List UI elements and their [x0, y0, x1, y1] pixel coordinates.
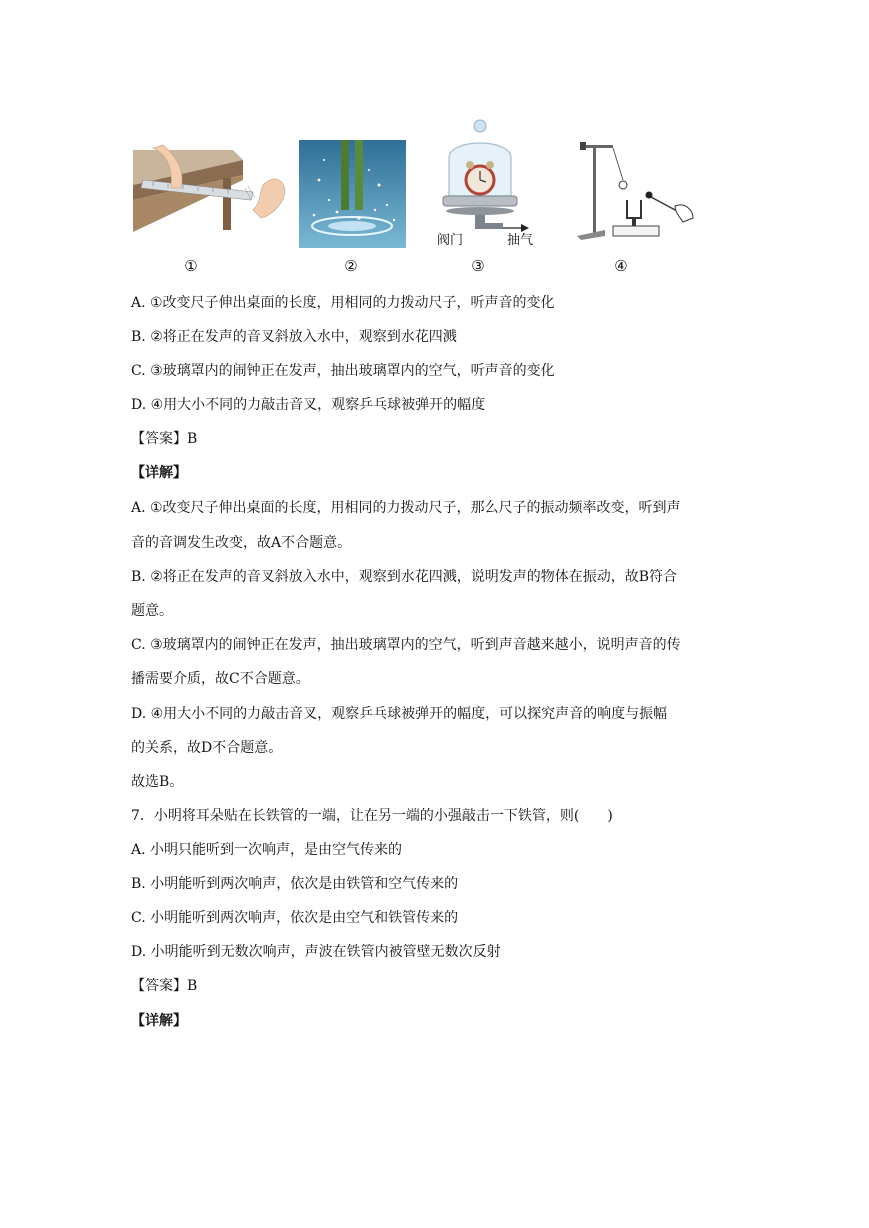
q6-detail-line-7: D. ④用大小不同的力敲击音叉，观察乒乓球被弹开的幅度，可以探究声音的响度与振幅	[131, 706, 668, 722]
figure-1-ruler-on-table	[133, 140, 293, 240]
q6-detail-line-6: 播需要介质，故C不合题意。	[131, 671, 310, 687]
q6-detail-line-2: 音的音调发生改变，故A不合题意。	[131, 535, 352, 551]
q6-detail-title: 【详解】	[131, 465, 187, 481]
figure-2-tuning-fork-water	[299, 140, 406, 248]
q6-option-b: B. ②将正在发声的音叉斜放入水中，观察到水花四溅	[131, 329, 457, 345]
q6-detail-line-1: A. ①改变尺子伸出桌面的长度，用相同的力拨动尺子，那么尺子的振动频率改变，听到声	[131, 500, 681, 516]
q6-option-a: A. ①改变尺子伸出桌面的长度，用相同的力拨动尺子，听声音的变化	[131, 295, 555, 311]
q7-option-a: A. 小明只能听到一次响声，是由空气传来的	[131, 842, 403, 858]
q6-detail-line-3: B. ②将正在发声的音叉斜放入水中，观察到水花四溅，说明发声的物体在振动，故B符合	[131, 569, 678, 585]
figure-4-tuning-fork-ball	[575, 140, 700, 245]
valve-label: 阀门	[437, 233, 464, 248]
q6-option-c: C. ③玻璃罩内的闹钟正在发声，抽出玻璃罩内的空气，听声音的变化	[131, 363, 555, 379]
figure-label-4: ④	[614, 257, 628, 275]
q6-detail-line-5: C. ③玻璃罩内的闹钟正在发声，抽出玻璃罩内的空气，听到声音越来越小，说明声音的传	[131, 637, 681, 653]
figure-label-1: ①	[184, 257, 198, 275]
q7-detail-title: 【详解】	[131, 1013, 187, 1029]
q7-option-b: B. 小明能听到两次响声，依次是由铁管和空气传来的	[131, 876, 459, 892]
q7-answer: 【答案】B	[131, 978, 198, 994]
figure-label-3: ③	[471, 257, 485, 275]
q6-detail-line-9: 故选B。	[131, 774, 184, 790]
figure-label-2: ②	[344, 257, 358, 275]
q7-option-d: D. 小明能听到无数次响声，声波在铁管内被管壁无数次反射	[131, 944, 501, 960]
q6-option-d: D. ④用大小不同的力敲击音叉，观察乒乓球被弹开的幅度	[131, 397, 486, 413]
q7-option-c: C. 小明能听到两次响声，依次是由空气和铁管传来的	[131, 910, 459, 926]
figure-3-bell-jar-clock	[437, 118, 547, 253]
q6-detail-line-8: 的关系，故D不合题意。	[131, 740, 283, 756]
q6-answer: 【答案】B	[131, 431, 198, 447]
pump-label: 抽气	[507, 233, 534, 248]
q6-detail-line-4: 题意。	[131, 603, 173, 619]
q7-stem: 7．小明将耳朵贴在长铁管的一端，让在另一端的小强敲击一下铁管，则( )	[131, 808, 613, 824]
